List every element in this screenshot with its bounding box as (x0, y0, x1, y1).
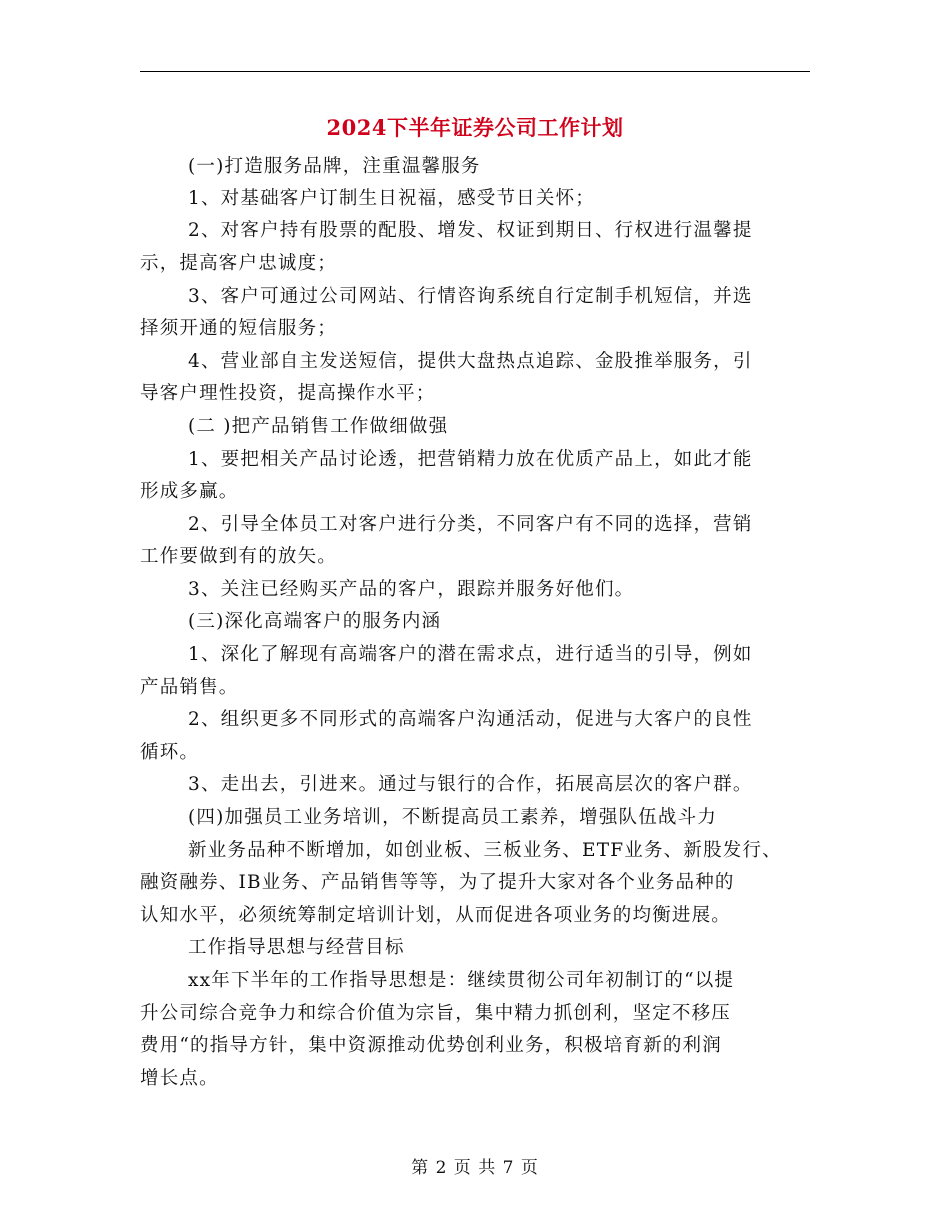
paragraph-line: 3、客户可通过公司网站、行情咨询系统自行定制手机短信，并选 (188, 286, 753, 307)
paragraph-line: xx年下半年的工作指导思想是：继续贯彻公司年初制订的“以提 (188, 970, 735, 991)
header-rule (140, 71, 810, 72)
paragraph-line: 3、关注已经购买产品的客户，跟踪并服务好他们。 (188, 579, 635, 600)
page-number-footer: 第 2 页 共 7 页 (411, 1158, 539, 1178)
paragraph-line: 2、组织更多不同形式的高端客户沟通活动，促进与大客户的良性 (188, 709, 753, 730)
paragraph-line: 产品销售。 (140, 677, 239, 698)
paragraph-line: 融资融券、IB业务、产品销售等等，为了提升大家对各个业务品种的 (140, 872, 735, 893)
paragraph-line: 1、深化了解现有高端客户的潜在需求点，进行适当的引导，例如 (188, 644, 753, 665)
paragraph-line: 形成多赢。 (140, 481, 239, 502)
paragraph-line: 1、对基础客户订制生日祝福，感受节日关怀； (188, 188, 595, 209)
paragraph-line: 4、营业部自主发送短信，提供大盘热点追踪、金股推举服务，引 (188, 351, 753, 372)
document-title: 2024下半年证券公司工作计划 (326, 115, 624, 140)
paragraph-line: 升公司综合竞争力和综合价值为宗旨，集中精力抓创利，坚定不移压 (140, 1003, 732, 1024)
section-heading-2: (二 )把产品销售工作做细做强 (188, 416, 449, 437)
paragraph-line: 认知水平，必须统筹制定培训计划，从而促进各项业务的均衡进展。 (140, 905, 732, 926)
section-heading-1: (一)打造服务品牌，注重温馨服务 (188, 156, 481, 177)
paragraph-line: 示，提高客户忠诚度； (140, 253, 338, 274)
paragraph-line: 循环。 (140, 742, 200, 763)
paragraph-line: 导客户理性投资，提高操作水平； (140, 383, 436, 404)
paragraph-line: 新业务品种不断增加，如创业板、三板业务、ETF业务、新股发行、 (188, 840, 782, 861)
paragraph-line: 增长点。 (140, 1068, 219, 1089)
section-heading-5: 工作指导思想与经营目标 (188, 937, 405, 958)
paragraph-line: 3、走出去，引进来。通过与银行的合作，拓展高层次的客户群。 (188, 774, 753, 795)
paragraph-line: 2、对客户持有股票的配股、增发、权证到期日、行权进行温馨提 (188, 220, 753, 241)
paragraph-line: 工作要做到有的放矢。 (140, 546, 338, 567)
paragraph-line: 2、引导全体员工对客户进行分类，不同客户有不同的选择，营销 (188, 514, 753, 535)
paragraph-line: 费用“的指导方针，集中资源推动优势创利业务，积极培育新的利润 (140, 1035, 722, 1056)
section-heading-4: (四)加强员工业务培训，不断提高员工素养，增强队伍战斗力 (188, 807, 718, 828)
paragraph-line: 1、要把相关产品讨论透，把营销精力放在优质产品上，如此才能 (188, 449, 753, 470)
paragraph-line: 择须开通的短信服务； (140, 318, 338, 339)
section-heading-3: (三)深化高端客户的服务内涵 (188, 611, 442, 632)
